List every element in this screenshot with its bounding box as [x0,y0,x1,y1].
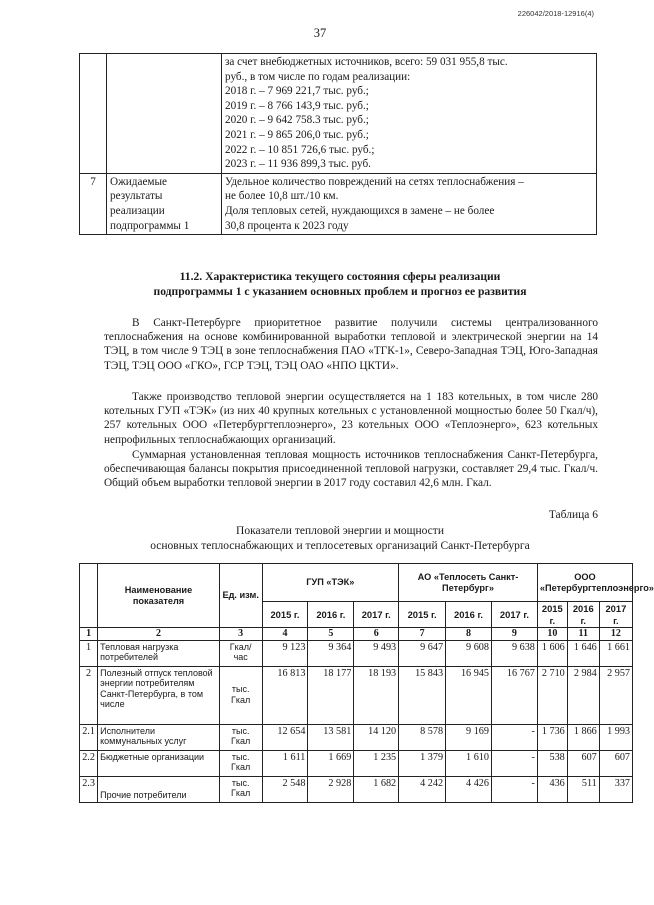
text-line: 2019 г. – 8 766 143,9 тыс. руб.; [225,99,369,112]
header-unit: Ед. изм. [219,564,262,628]
header-row [80,564,633,602]
paragraph [104,316,598,373]
table-label: Таблица 6 [548,509,598,521]
value-cell: 16 945 [446,666,492,724]
row-number: 2.1 [80,724,98,750]
row-unit: тыс. Гкал [219,750,262,776]
row-number: 1 [80,640,98,666]
text-line: 2018 г. – 7 969 221,7 тыс. руб.; [225,85,369,98]
cell-empty [107,54,222,174]
page-number: 37 [313,26,327,40]
table-row [80,776,633,802]
value-cell: 2 957 [599,666,632,724]
value-cell: 9 364 [308,640,354,666]
text-line: Удельное количество повреждений на сетях теплоснабжения – [225,175,524,188]
row-number: 2 [80,666,98,724]
table-row [80,750,633,776]
value-cell: 2 548 [262,776,308,802]
year-cell: 2017 г. [491,602,537,628]
value-cell: 12 654 [262,724,308,750]
row-number: 2.3 [80,776,98,802]
paragraph [104,448,598,491]
value-cell: 511 [567,776,599,802]
value-cell: 9 493 [354,640,399,666]
text-line: не более 10,8 шт./10 км. [225,190,339,203]
heading-line: 11.2. Характеристика текущего состояния сферы реализации [179,270,501,283]
table-caption [60,524,620,554]
value-cell: 9 608 [446,640,492,666]
col-number: 10 [537,628,567,641]
year-cell: 2015 г. [537,602,567,628]
header-org-peterburgteploenergo: ООО «Петербургтеплоэнерго» [537,564,632,602]
row-number: 7 [80,173,107,234]
year-cell: 2016 г. [446,602,492,628]
value-cell: 607 [567,750,599,776]
text-line: 2022 г. – 10 851 726,6 тыс. руб.; [225,143,375,156]
value-cell: 2 928 [308,776,354,802]
value-cell: 18 177 [308,666,354,724]
caption-line: Показатели тепловой энергии и мощности [236,525,444,537]
col-number: 8 [446,628,492,641]
paragraph-text: Суммарная установленная тепловая мощность источников теплоснабжения Санкт-Петербурга, обеспечивающая балансы покрытия присоединенной тепловой нагрузки, составляет 29,4 тыс. Гкал/ч. Общий объем выработки тепловой энергии в 2017 году составил 42,6 млн. Гкал. [104,449,598,490]
funding-cell [222,54,597,174]
label-line: Ожидаемые [110,175,167,188]
value-cell: 538 [537,750,567,776]
header-org-tek: ГУП «ТЭК» [262,564,399,602]
row-unit: тыс. Гкал [219,776,262,802]
value-cell: 15 843 [399,666,446,724]
value-cell: 1 646 [567,640,599,666]
col-number: 12 [599,628,632,641]
year-cell: 2016 г. [567,602,599,628]
value-cell: 9 638 [491,640,537,666]
value-cell: 1 669 [308,750,354,776]
section-heading [60,269,620,299]
year-cell: 2017 г. [599,602,632,628]
value-cell: 9 647 [399,640,446,666]
value-cell: 2 710 [537,666,567,724]
value-cell: 4 242 [399,776,446,802]
row-unit: Гкал/ час [219,640,262,666]
row-name: Бюджетные организации [98,750,220,776]
table-row [80,54,597,174]
value-cell: 1 235 [354,750,399,776]
col-number: 1 [80,628,98,641]
table-row [80,666,633,724]
year-cell: 2015 г. [399,602,446,628]
heat-energy-indicators-table [79,563,654,803]
value-cell: 18 193 [354,666,399,724]
paragraph-text: В Санкт-Петербурге приоритетное развитие получили системы централизованного теплоснабжения на основе комбинированной выработки тепловой и электрической энергии на 14 ТЭЦ, в том числе 9 ТЭЦ в зоне теплоснабжения ПАО «ТГК-1», Северо-Западная ТЭЦ, Юго-Западная ТЭЦ, ТЭЦ ООО «ГКО», ГСР ТЭЦ, ТЭЦ ОАО «НПО ЦКТИ». [104,317,598,372]
col-number: 6 [354,628,399,641]
value-cell: 1 682 [354,776,399,802]
label-line: подпрограммы 1 [110,219,190,232]
row-number: 2.2 [80,750,98,776]
subprogram-passport-table [79,53,597,235]
document-stamp: 226042/2018-12916(4) [517,9,594,18]
label-line: реализации [110,204,165,217]
header-cell [80,564,98,628]
row-name: Исполнители коммунальных услуг [98,724,220,750]
table-row [80,173,597,234]
col-number: 4 [262,628,308,641]
row-name: Полезный отпуск тепловой энергии потребителям Санкт-Петербурга, в том числе [98,666,220,724]
value-cell: 1 611 [262,750,308,776]
row-name: Тепловая нагрузка потребителей [98,640,220,666]
text-line: руб., в том числе по годам реализации: [225,70,411,83]
value-cell: 1 736 [537,724,567,750]
year-cell: 2017 г. [354,602,399,628]
text-line: 2021 г. – 9 865 206,0 тыс. руб.; [225,128,369,141]
text-line: 30,8 процента к 2023 году [225,219,349,232]
paragraph-text: Также производство тепловой энергии осуществляется на 1 183 котельных, в том числе 280 котельных ГУП «ТЭК» (из них 40 крупных котельных с установленной мощностью более 50 Гкал/ч), 257 котельных ООО «Петербургтеплоэнерго», 23 котельных ООО «Теплоэнерго», 623 котельных непрофильных теплоснабжающих организаций. [104,391,598,446]
value-cell: 13 581 [308,724,354,750]
header-org-teploset: АО «Теплосеть Санкт-Петербург» [399,564,538,602]
table-row [80,724,633,750]
col-number: 2 [98,628,220,641]
year-cell: 2015 г. [262,602,308,628]
value-cell: - [491,724,537,750]
value-cell: 2 984 [567,666,599,724]
value-cell: 1 993 [599,724,632,750]
header-name: Наименование показателя [98,564,220,628]
value-cell: 16 767 [491,666,537,724]
value-cell: 14 120 [354,724,399,750]
caption-line: основных теплоснабжающих и теплосетевых организаций Санкт-Петербурга [150,540,530,552]
value-cell: 337 [599,776,632,802]
row-unit: тыс. Гкал [219,724,262,750]
row-unit: тыс. Гкал [219,666,262,724]
value-cell: 607 [599,750,632,776]
label-line: результаты [110,190,163,203]
value-cell: - [491,750,537,776]
value-cell: 1 379 [399,750,446,776]
table-row [80,640,633,666]
text-line: Доля тепловых сетей, нуждающихся в замене – не более [225,204,495,217]
value-cell: 1 610 [446,750,492,776]
value-cell: 436 [537,776,567,802]
year-cell: 2016 г. [308,602,354,628]
value-cell: 9 123 [262,640,308,666]
col-number: 9 [491,628,537,641]
row-label [107,173,222,234]
row-name: Прочие потребители [98,776,220,802]
col-number: 3 [219,628,262,641]
expected-results-cell [222,173,597,234]
col-number: 7 [399,628,446,641]
value-cell: - [491,776,537,802]
heading-line: подпрограммы 1 с указанием основных проблем и прогноз ее развития [153,285,527,298]
value-cell: 1 606 [537,640,567,666]
text-line: 2020 г. – 9 642 758.3 тыс. руб.; [225,114,369,127]
value-cell: 1 866 [567,724,599,750]
value-cell: 8 578 [399,724,446,750]
col-number: 5 [308,628,354,641]
value-cell: 9 169 [446,724,492,750]
value-cell: 1 661 [599,640,632,666]
value-cell: 4 426 [446,776,492,802]
cell-empty [80,54,107,174]
column-number-row [80,628,633,641]
text-line: за счет внебюджетных источников, всего: 59 031 955,8 тыс. [225,56,508,68]
value-cell: 16 813 [262,666,308,724]
col-number: 11 [567,628,599,641]
paragraph [104,390,598,447]
text-line: 2023 г. – 11 936 899,3 тыс. руб. [225,158,371,171]
